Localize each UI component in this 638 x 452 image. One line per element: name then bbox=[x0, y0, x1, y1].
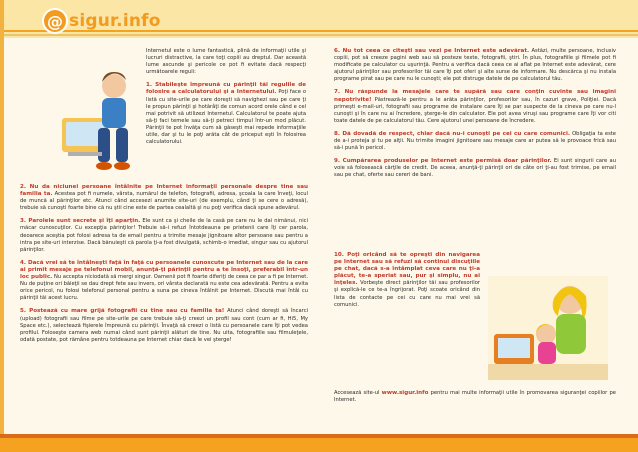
logo-text: sigur.info bbox=[69, 11, 161, 31]
rule-9-heading: 9. Cumpărarea produselor pe Internet este permisă doar părinţilor. bbox=[334, 158, 552, 165]
rule-6-body: Astăzi, multe persoane, inclusiv copiii, pot să creeze pagini web sau să posteze texte, fotografii, ştiri. În plus, fotografiile şi filmele pot fi modificate pe calculator cu uşurinţă. Pentru a verifica dacă ceea ce ai aflat pe Internet este adevărat, cere ajutorul părinţilor sau profesorilor tăi care îţi pot oferi şi alte surse de informare. Nu descărca şi nu instala programe pirat sau pe care nu le cunoşti; ele pot distruge datele de pe calculatorul tău. bbox=[334, 48, 616, 83]
rule-4-body: Nu accepta niciodată să mergi singur. Oamenii pot fi foarte diferiţi de ceea ce par a fi pe Internet. Nu de puţine ori băieţii se dau drept fete sau invers, ori vârsta declarată nu este cea adevărată. Pentru a evita orice pericol, nu folosi telefonul personal pentru a suna pe cineva întâlnit pe Internet. Discută mai întâi cu părinţii tăi acest lucru. bbox=[20, 274, 308, 302]
footer-post: pentru mai multe informaţii utile în promovarea siguranţei copiilor pe Internet. bbox=[334, 390, 616, 404]
rule-4-heading: 4. Dacă vrei să te întâlneşti faţă în faţă cu persoanele cunoscute pe Internet sau de la care ai primit mesaje pe telefonul mobil, anunţă-ţi părinţii pentru a te însoţi, preferabil într-un loc public. bbox=[20, 259, 308, 281]
rule-2-heading: 2. Nu da niciunei persoane întâlnite pe Internet informaţii personale despre tine sau familia ta. bbox=[20, 184, 308, 198]
rule-7-heading: 7. Nu răspunde la mesajele care te supără sau care conţin cuvinte sau imagini nepotrivite! bbox=[334, 89, 616, 103]
rule-9 bbox=[334, 158, 616, 179]
rule-6 bbox=[334, 48, 616, 83]
rule-10 bbox=[334, 252, 480, 309]
rule-8-body: Obligaţia ta este de a-i proteja şi tu pe alţii. Nu trimite imagini jignitoare sau mesaje care ar putea să le provoace frică sau să-i pună în pericol. bbox=[334, 130, 616, 152]
rule-10-heading: 10. Poţi oricând să te opreşti din navigarea pe Internet sau să refuzi să continui discuţiile pe chat, dacă s-a întâmplat ceva care nu ţi-a plăcut, te-a speriat sau, pur şi simplu, nu ai înţeles. bbox=[334, 252, 480, 287]
rule-5-heading: 5. Postează cu mare grijă fotografii cu tine sau cu familia ta! bbox=[20, 308, 225, 315]
rule-10-block bbox=[334, 252, 480, 315]
rule-8-heading: 8. Dă dovadă de respect, chiar dacă nu-i cunoşti pe cei cu care comunici. bbox=[334, 130, 570, 137]
rule-1 bbox=[146, 82, 306, 146]
right-rules-block bbox=[334, 48, 616, 186]
rule-3-body: Ele sunt ca şi cheile de la casă pe care nu le dai nimănui, nici măcar cunoscuţilor. Cu excepţia părinţilor! Trebuie să-i refuzi întotdeauna pe prietenii care îţi cer parola, deoarece aceştia pot folosi adresa ta de email pentru a trimite mesaje jignitoare altor persoane sau pentru a intra pe site-uri interzise. Dacă bănuieşti că parola ţi-a fost divulgată, schimb-o imediat, singur sau cu ajutorul părinţilor. bbox=[20, 218, 308, 253]
rule-3 bbox=[20, 218, 308, 253]
footer-pre: Accesează site-ul bbox=[334, 390, 380, 396]
rule-7 bbox=[334, 89, 616, 124]
intro-text: Internetul este o lume fantastică, plină de informaţii utile şi lucruri distractive, la care toţi copiii au dreptul. Dar această lume ascunde şi pericole ce pot fi evitate dacă respecţi următoarele reguli: bbox=[146, 48, 306, 76]
rule-2-body: Acestea pot fi numele, vârsta, numărul de telefon, fotografii, adresa, şcoala la care înveţi, locul de muncă al părinţilor etc. Atunci când accesezi anumite site-uri (de exemplu, când ţi se cere o adresă), trebuie să cunoşti foarte bine că nu ştii cine este de partea cealaltă şi nu poţi verifica dacă spune adevărul. bbox=[20, 191, 308, 212]
footer-link[interactable]: www.sigur.info bbox=[381, 390, 429, 396]
rule-4 bbox=[20, 260, 308, 303]
rule-5-body: Atunci când doreşti să încarci (upload) fotografii sau filme pe site-urile pe care trebuie să-ţi creezi un profil sau cont (cum ar fi, Hi5, My Space etc.), selectează fişierele împreună cu părinţii. Învaţă să creezi o listă cu persoanele care îţi pot vedea profilul. Foloseşte camera web numai când sunt părinţii alături de tine. Nu uita, fotografiile sau filmuleţele, odată postate, pot rămâne pentru totdeauna pe Internet chiar dacă le vei şterge! bbox=[20, 308, 308, 343]
site-logo[interactable] bbox=[44, 8, 161, 34]
rule-7-body: Păstrează-le pentru a le arăta părinţilor, profesorilor sau, în cazuri grave, Poliţiei. Dacă primeşti e-mail-uri, fotografii sau programe de instalare care îţi se par suspecte de la cineva pe care nu-l cunoşti şi în care nu ai încredere, şterge-le din calculator. Ele pot avea viruşi sau programe care îţi vor citi toate datele de pe calculatorul tău. Cere ajutorul unei persoane de încredere. bbox=[334, 96, 616, 124]
rule-9-body: Ei sunt singurii care au voie să folosească cărţile de credit. De aceea, anunţă-ţi părinţii ori de câte ori ţi-au fost trimise, pe email sau pe chat, oferte sau cereri de bani. bbox=[334, 158, 616, 179]
intro-block bbox=[146, 48, 306, 152]
boy-at-computer-illustration bbox=[58, 58, 140, 176]
rule-3-heading: 3. Parolele sunt secrete şi îţi aparţin. bbox=[20, 218, 141, 225]
footer-note bbox=[334, 390, 616, 404]
rule-5 bbox=[20, 308, 308, 343]
rule-2 bbox=[20, 184, 308, 212]
rule-6-heading: 6. Nu tot ceea ce citeşti sau vezi pe Internet este adevărat. bbox=[334, 48, 530, 54]
left-rules-block bbox=[20, 184, 308, 350]
mother-and-child-illustration bbox=[488, 276, 608, 380]
rule-8 bbox=[334, 131, 616, 152]
rule-1-body: Poţi face o listă cu site-urile pe care doreşti să navighezi sau pe care ţi le propun părinţii şi hotărâţi de comun acord orele când e cel mai potrivit să utilizezi Internetul. Calculatorul te poate ajuta să-ţi faci temele sau să-ţi petreci timpul într-un mod plăcut. Părinţii te pot învăţa cum să găseşti mai repede informaţiile utile, dar şi tu le poţi arăta cât de priceput eşti în folosirea calculatorului. bbox=[146, 89, 306, 146]
at-sign-icon: @ bbox=[44, 10, 66, 32]
bottom-band bbox=[0, 438, 638, 452]
rule-10-body: Vorbeşte direct părinţilor tăi sau profesorilor şi explică-le ce te-a îngrijorat. Poţi scoate oricând din lista de contacte pe cei cu care nu mai vrei să comunici. bbox=[334, 280, 480, 308]
rule-1-heading: 1. Stabileşte împreună cu părinţii tăi regulile de folosire a calculatorului şi a Internetului. bbox=[146, 82, 306, 96]
left-edge-stripe bbox=[0, 0, 4, 452]
